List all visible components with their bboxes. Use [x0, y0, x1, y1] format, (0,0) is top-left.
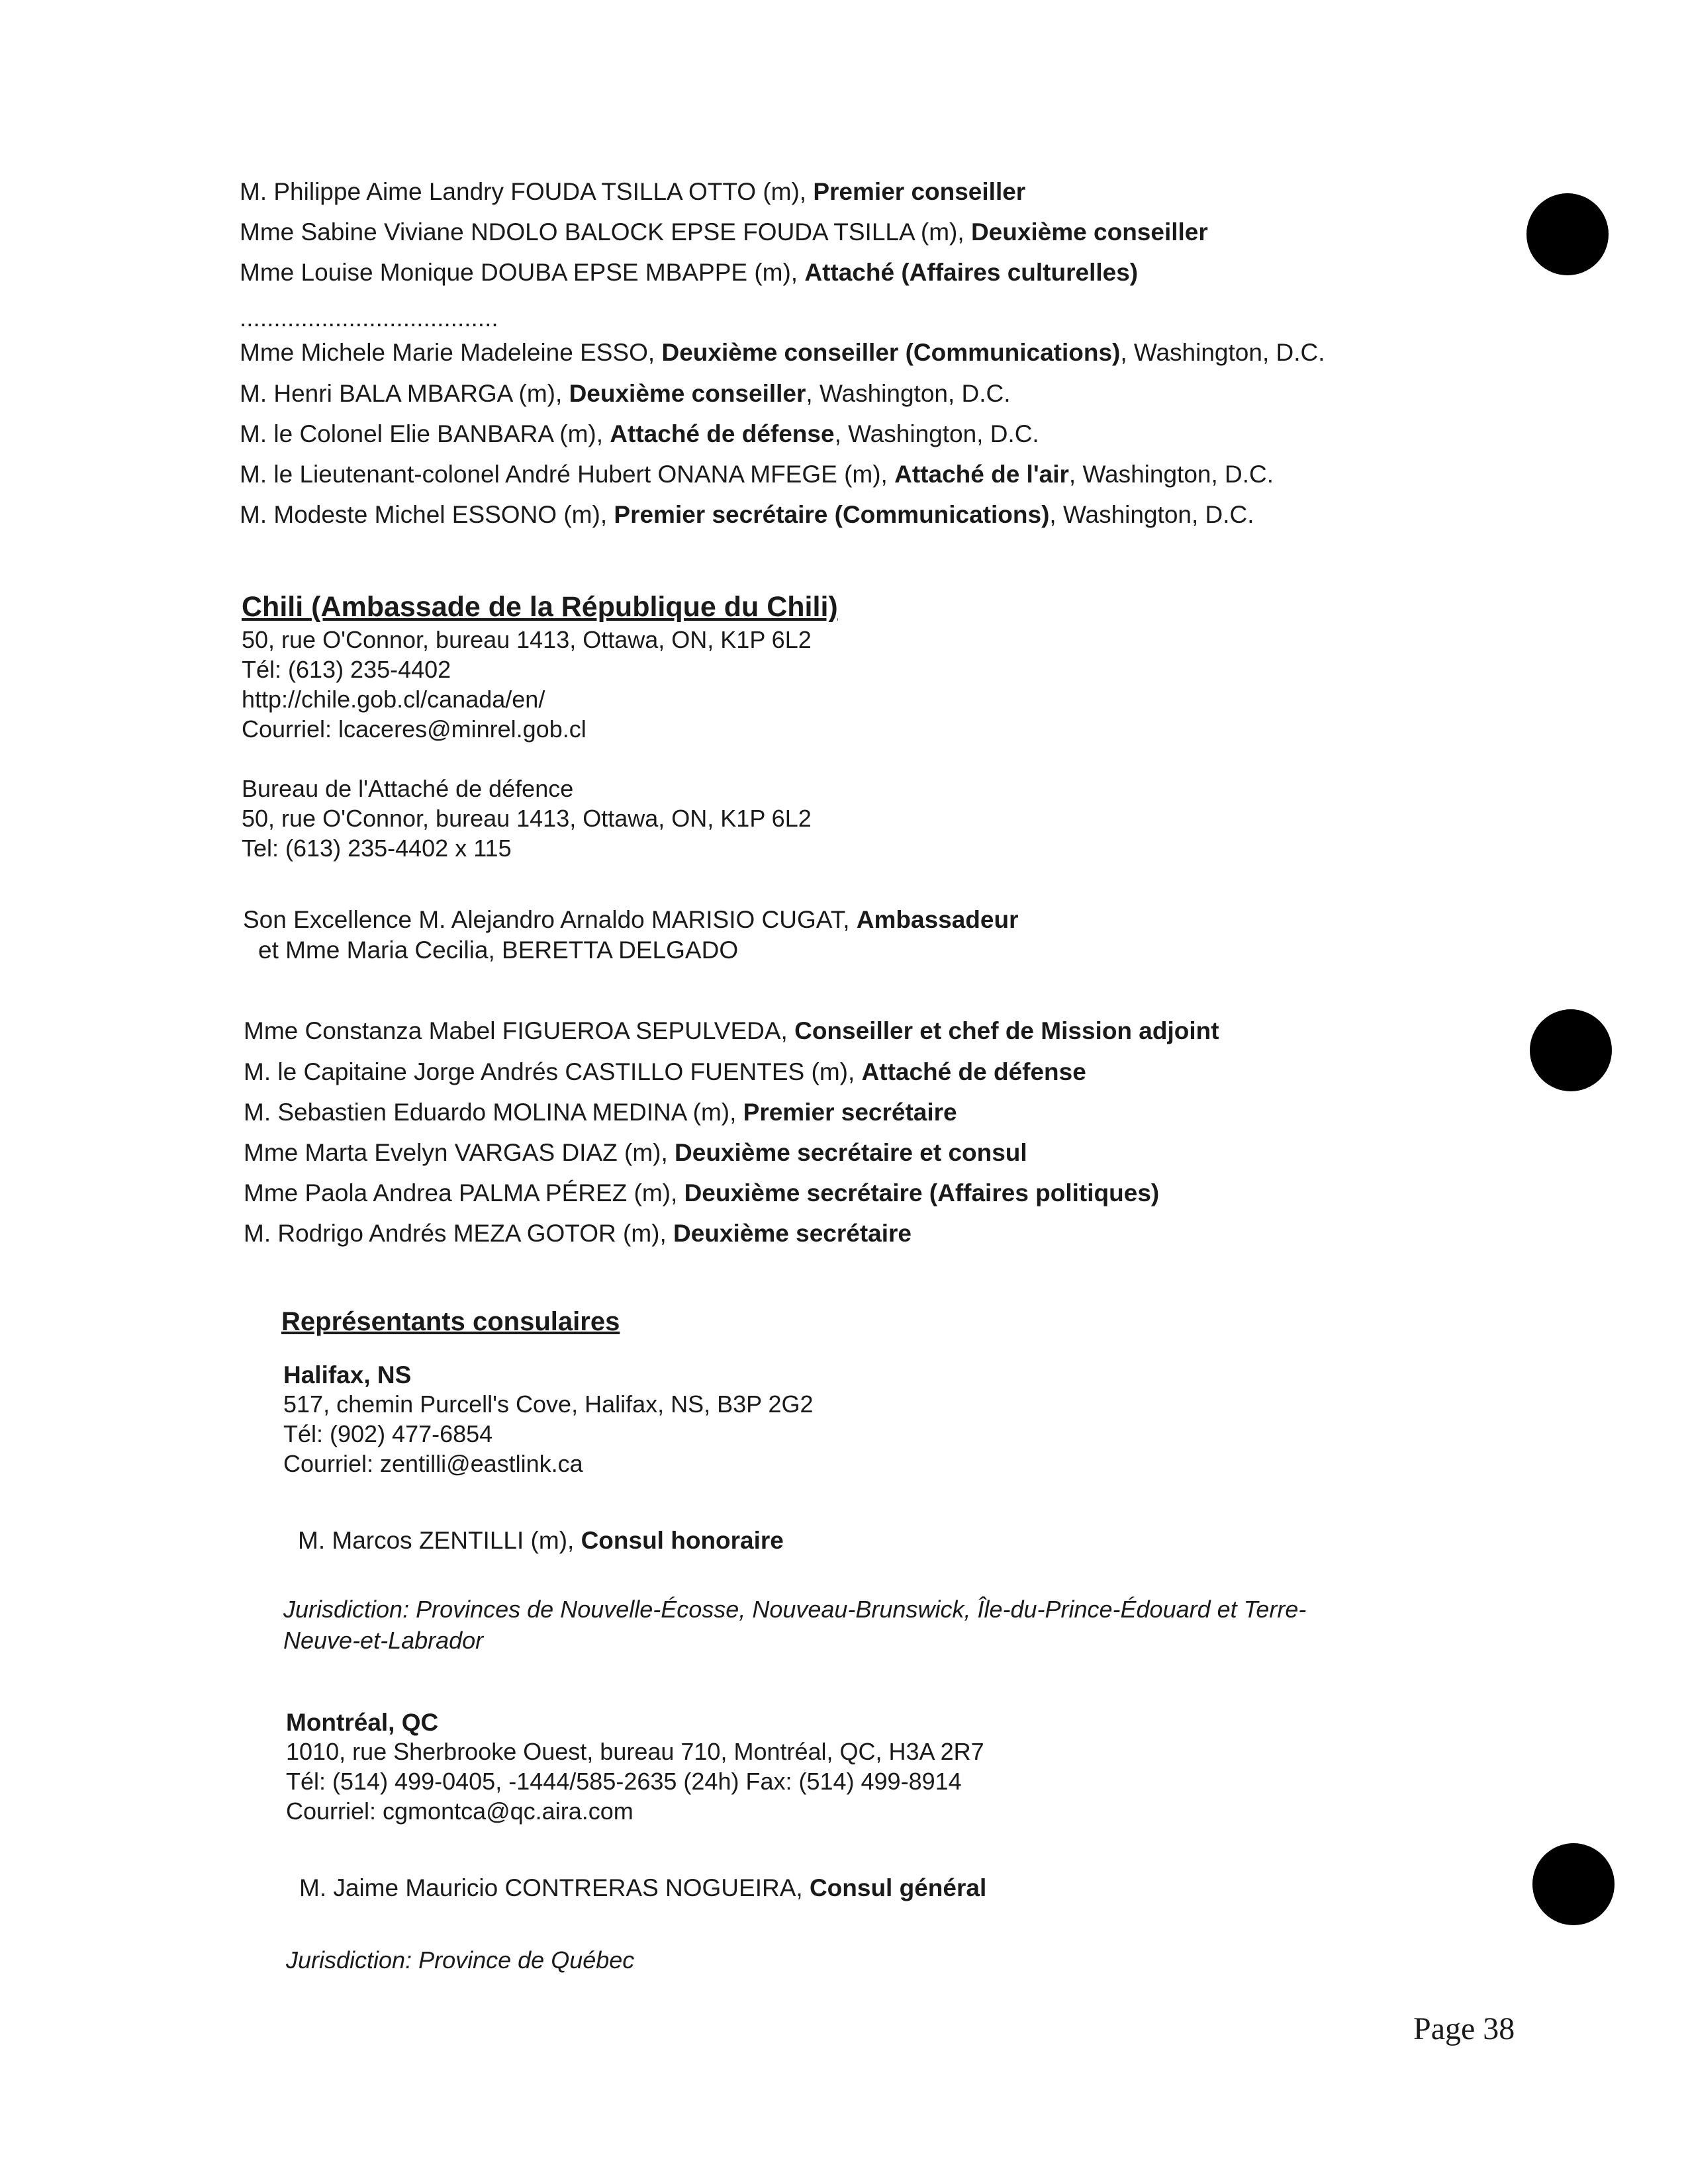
- staff-title: Attaché de défense: [610, 420, 835, 447]
- staff-entry: [240, 379, 1011, 409]
- staff-name: Mme Paola Andrea PALMA PÉREZ (m),: [244, 1179, 684, 1206]
- staff-entry: [244, 1097, 957, 1128]
- staff-title: Attaché de l'air: [894, 461, 1069, 488]
- consulate-email: Courriel: zentilli@eastlink.ca: [283, 1450, 583, 1477]
- staff-name: M. Philippe Aime Landry FOUDA TSILLA OTTO (m),: [240, 178, 814, 205]
- consulate-phone: Tél: (902) 477-6854: [283, 1420, 493, 1447]
- staff-title: Conseiller et chef de Mission adjoint: [794, 1017, 1219, 1044]
- country-heading: Chili (Ambassade de la République du Chili): [242, 591, 838, 623]
- staff-entry: [240, 419, 1039, 449]
- defence-office-title: Bureau de l'Attaché de défence: [242, 775, 574, 802]
- consul-name: M. Marcos ZENTILLI (m),: [298, 1527, 581, 1554]
- jurisdiction-label: Jurisdiction:: [283, 1596, 410, 1623]
- page-number: Page 38: [1413, 2011, 1515, 2046]
- consulate-address: 517, chemin Purcell's Cove, Halifax, NS, B3P 2G2: [283, 1390, 814, 1418]
- staff-title: Deuxième secrétaire: [673, 1220, 912, 1247]
- staff-name: M. Rodrigo Andrés MEZA GOTOR (m),: [244, 1220, 674, 1247]
- jurisdiction-value: Provinces de Nouvelle-Écosse, Nouveau-Brunswick, Île-du-Prince-Édouard et Terre-: [409, 1596, 1307, 1623]
- staff-entry: [244, 1178, 1159, 1208]
- staff-location: , Washington, D.C.: [834, 420, 1039, 447]
- staff-entry: [240, 177, 1025, 207]
- staff-title: Attaché de défense: [861, 1058, 1086, 1085]
- staff-title: Deuxième conseiller (Communications): [661, 339, 1121, 366]
- staff-title: Premier secrétaire: [743, 1099, 957, 1126]
- consulate-city: Montréal, QC: [286, 1709, 439, 1736]
- staff-entry: [244, 1218, 912, 1249]
- staff-name: M. le Lieutenant-colonel André Hubert ONANA MFEGE (m),: [240, 461, 895, 488]
- staff-location: , Washington, D.C.: [1068, 461, 1274, 488]
- staff-title: Deuxième conseiller: [569, 380, 806, 407]
- staff-name: Mme Sabine Viviane NDOLO BALOCK EPSE FOUDA TSILLA (m),: [240, 218, 971, 246]
- consul-entry: [299, 1873, 986, 1903]
- staff-name: M. le Capitaine Jorge Andrés CASTILLO FUENTES (m),: [244, 1058, 862, 1085]
- staff-entry: [240, 217, 1208, 248]
- staff-name: Mme Louise Monique DOUBA EPSE MBAPPE (m),: [240, 259, 805, 286]
- staff-title: Deuxième conseiller: [970, 218, 1208, 246]
- ambassador-spouse: et Mme Maria Cecilia, BERETTA DELGADO: [258, 936, 739, 964]
- staff-entry: [244, 1016, 1219, 1046]
- embassy-address: 50, rue O'Connor, bureau 1413, Ottawa, ON, K1P 6L2: [242, 626, 812, 653]
- staff-name: Mme Michele Marie Madeleine ESSO,: [240, 339, 662, 366]
- consulate-email: Courriel: cgmontca@qc.aira.com: [286, 1797, 633, 1825]
- consular-heading: Représentants consulaires: [281, 1307, 620, 1336]
- staff-title: Deuxième secrétaire (Affaires politiques): [684, 1179, 1160, 1206]
- punch-hole-middle: [1530, 1009, 1612, 1091]
- jurisdiction-value: Province de Québec: [412, 1946, 635, 1974]
- staff-entry: [240, 500, 1254, 530]
- consulate-phone: Tél: (514) 499-0405, -1444/585-2635 (24h) Fax: (514) 499-8914: [286, 1768, 962, 1795]
- staff-name: M. Modeste Michel ESSONO (m),: [240, 501, 614, 528]
- consul-title: Consul honoraire: [581, 1527, 784, 1554]
- staff-title: Premier secrétaire (Communications): [614, 501, 1050, 528]
- dotted-separator: ......................................: [240, 304, 498, 332]
- punch-hole-top: [1526, 193, 1609, 275]
- staff-entry: [244, 1138, 1027, 1168]
- staff-entry: [240, 338, 1325, 368]
- consul-name: M. Jaime Mauricio CONTRERAS NOGUEIRA,: [299, 1874, 810, 1901]
- staff-location: , Washington, D.C.: [1049, 501, 1254, 528]
- staff-entry: [240, 257, 1138, 288]
- jurisdiction-label: Jurisdiction:: [286, 1946, 412, 1974]
- staff-entry: [240, 459, 1274, 490]
- embassy-website: http://chile.gob.cl/canada/en/: [242, 686, 545, 713]
- staff-name: M. Sebastien Eduardo MOLINA MEDINA (m),: [244, 1099, 743, 1126]
- consulate-address: 1010, rue Sherbrooke Ouest, bureau 710, Montréal, QC, H3A 2R7: [286, 1738, 984, 1765]
- staff-name: Mme Constanza Mabel FIGUEROA SEPULVEDA,: [244, 1017, 795, 1044]
- jurisdiction-text-continued: Neuve-et-Labrador: [283, 1627, 484, 1654]
- staff-title: Premier conseiller: [813, 178, 1026, 205]
- jurisdiction-text: [286, 1946, 634, 1975]
- ambassador-name: Son Excellence M. Alejandro Arnaldo MARISIO CUGAT,: [243, 906, 857, 933]
- embassy-phone: Tél: (613) 235-4402: [242, 656, 451, 683]
- consul-entry: [298, 1525, 784, 1556]
- embassy-email: Courriel: lcaceres@minrel.gob.cl: [242, 715, 586, 743]
- defence-office-phone: Tel: (613) 235-4402 x 115: [242, 835, 512, 862]
- staff-title: Attaché (Affaires culturelles): [804, 259, 1139, 286]
- defence-office-address: 50, rue O'Connor, bureau 1413, Ottawa, ON, K1P 6L2: [242, 805, 812, 832]
- staff-name: M. Henri BALA MBARGA (m),: [240, 380, 569, 407]
- staff-name: Mme Marta Evelyn VARGAS DIAZ (m),: [244, 1139, 675, 1166]
- consulate-city: Halifax, NS: [283, 1361, 412, 1388]
- consul-title: Consul général: [809, 1874, 987, 1901]
- ambassador-entry: [243, 905, 1019, 935]
- jurisdiction-text: [283, 1595, 1306, 1624]
- staff-entry: [244, 1057, 1086, 1087]
- staff-location: , Washington, D.C.: [1120, 339, 1325, 366]
- staff-title: Deuxième secrétaire et consul: [675, 1139, 1027, 1166]
- staff-name: M. le Colonel Elie BANBARA (m),: [240, 420, 610, 447]
- ambassador-title: Ambassadeur: [856, 906, 1019, 933]
- punch-hole-bottom: [1532, 1843, 1615, 1925]
- staff-location: , Washington, D.C.: [806, 380, 1011, 407]
